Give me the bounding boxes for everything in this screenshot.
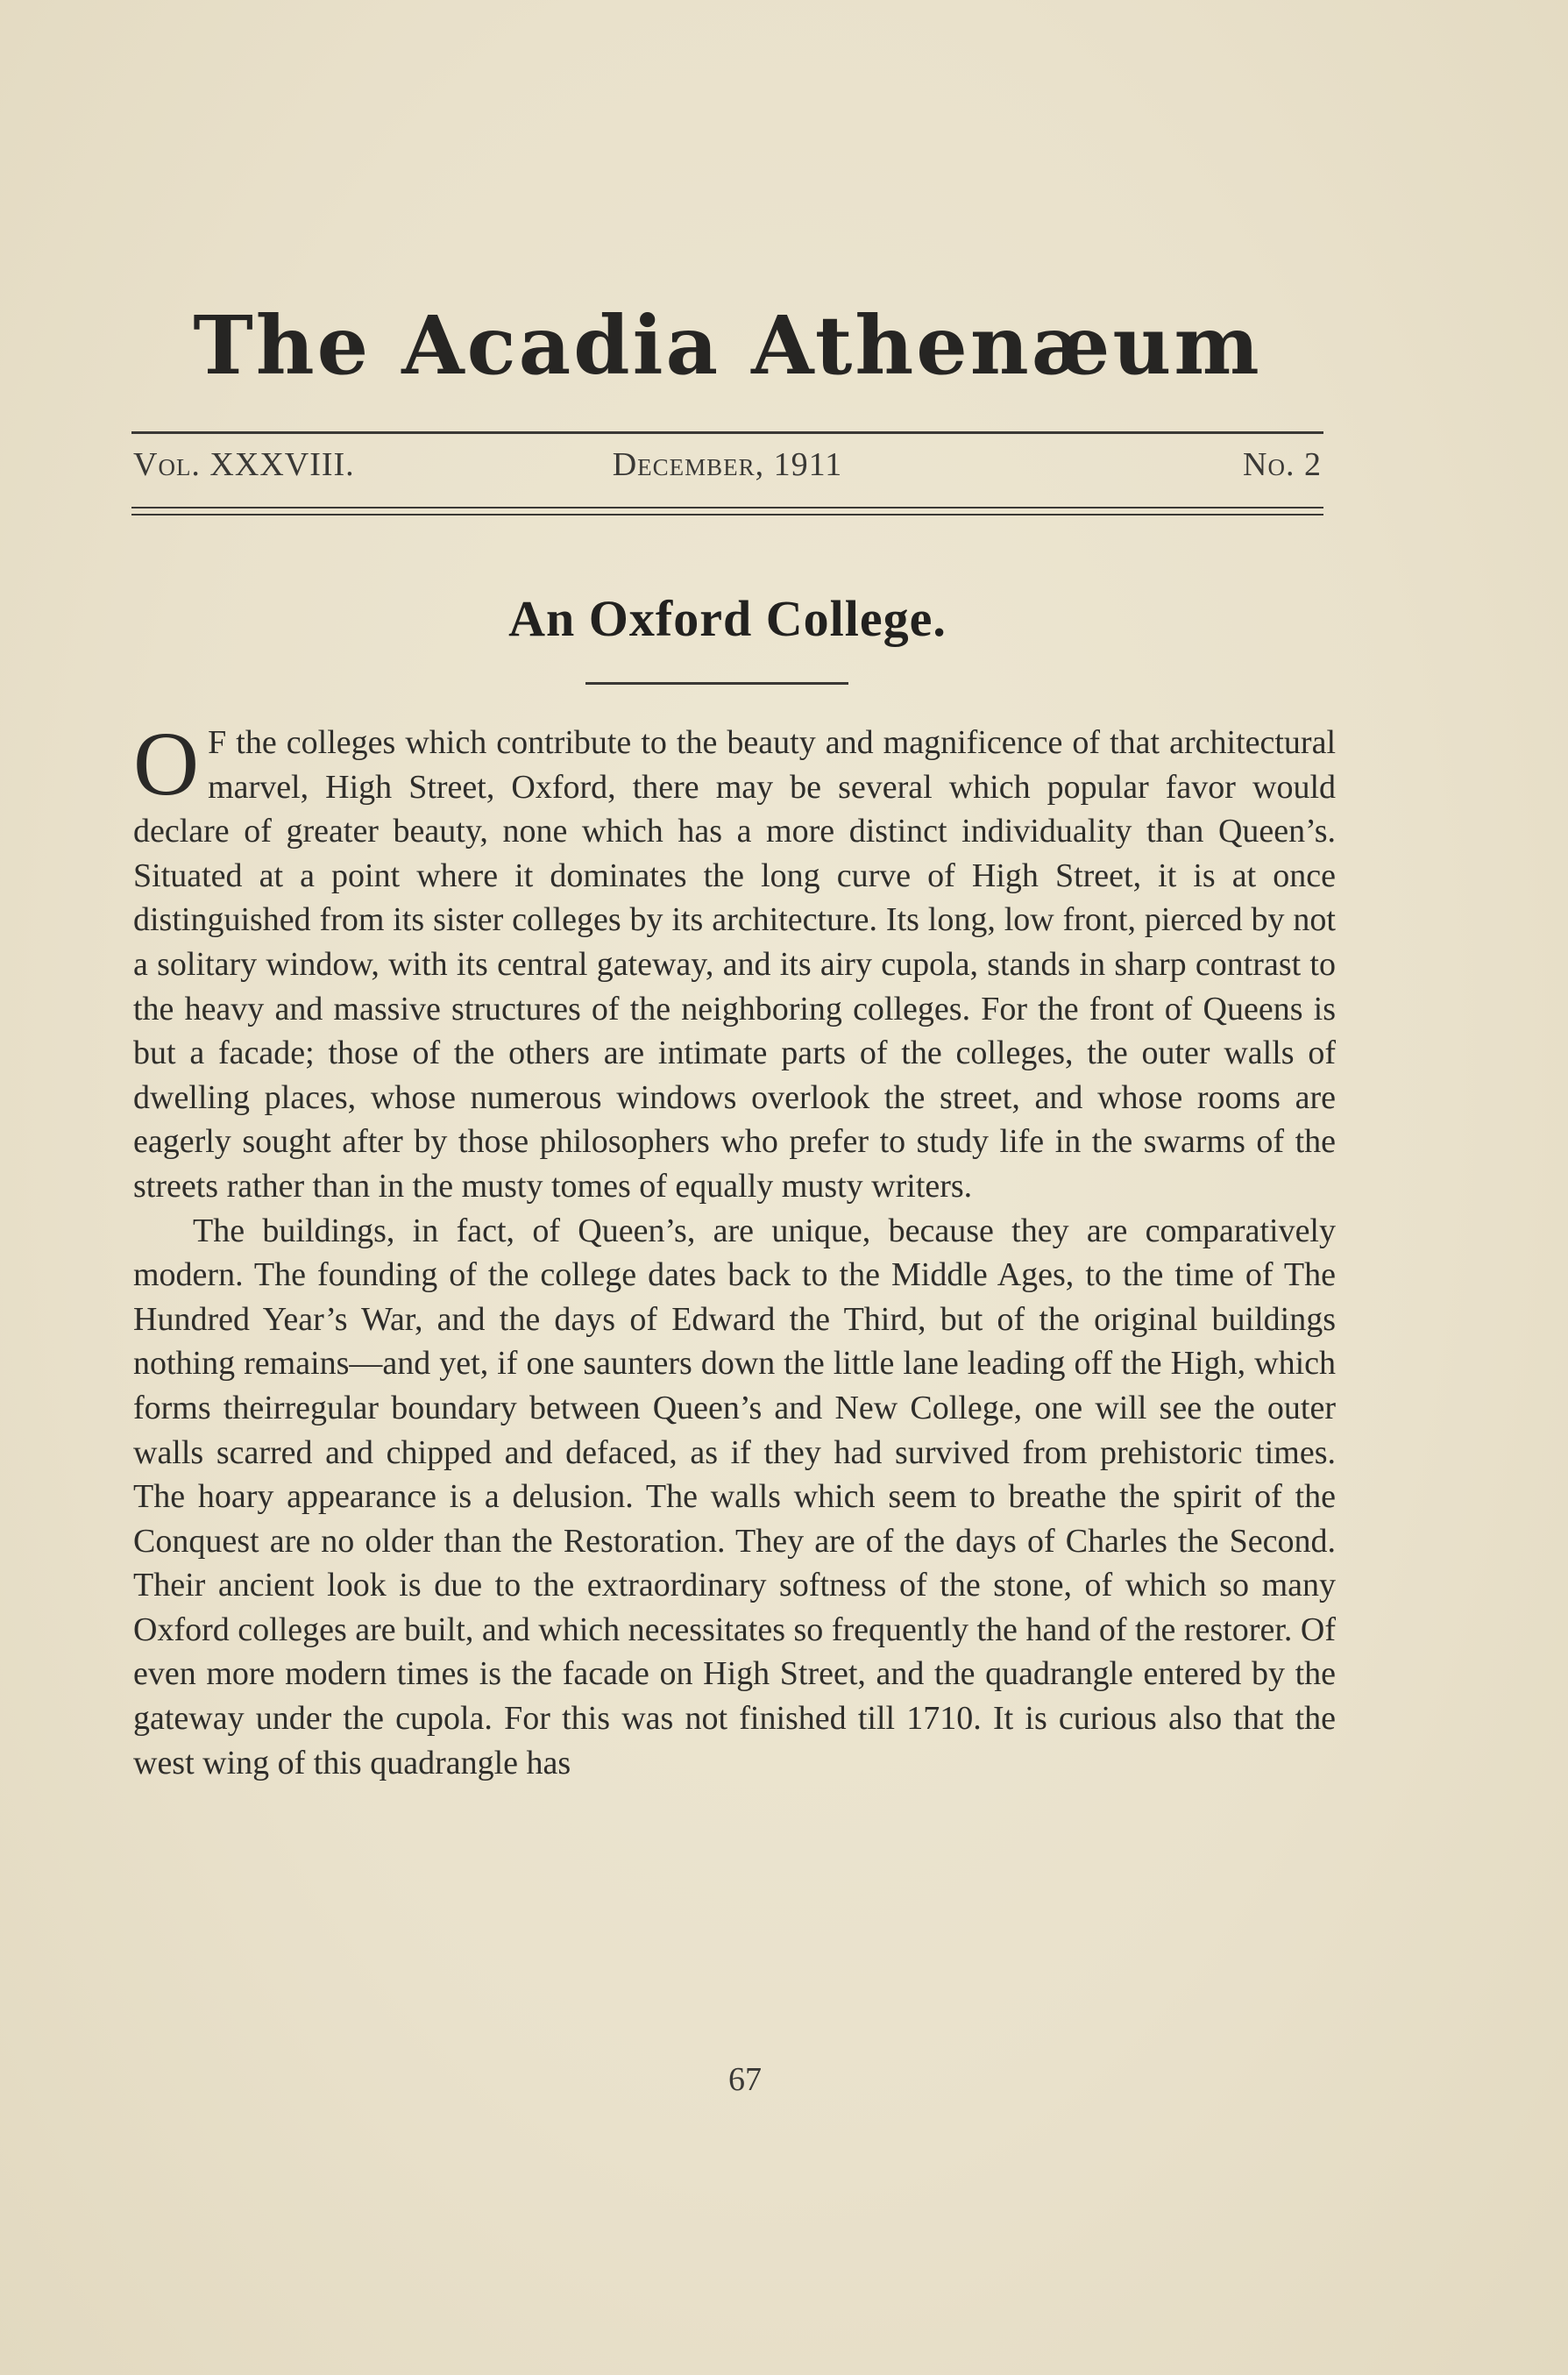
article-body: [133, 714, 1336, 1785]
paragraph-1: [133, 714, 1336, 1209]
issue-date: December, 1911: [612, 446, 843, 483]
drop-cap: O: [133, 714, 200, 814]
article-title: An Oxford College.: [508, 590, 947, 647]
masthead-rule: [131, 431, 1323, 434]
issue-volume: Vol. XXXVIII.: [133, 446, 355, 483]
title-underline-rule: [585, 682, 848, 685]
issue-number: No. 2: [1243, 446, 1322, 483]
lead-word-rest: F: [208, 724, 227, 761]
issue-double-rule: [131, 507, 1323, 516]
paragraph-2: The buildings, in fact, of Queen’s, are unique, because they are comparatively modern. The founding of the college dates back to the Middle Ages, to the time of The Hundred Year’s War, and the days of Edward the Third, but of the original buildings nothing remains—and yet, if one saunters down the little lane leading off the High, which forms theirregular boundary between Queen’s and New College, one will see the outer walls scarred and chipped and defaced, as if they had survived from prehistoric times. The hoary appearance is a delusion. The walls which seem to breathe the spirit of the Conquest are no older than the Restoration. They are of the days of Charles the Second. Their ancient look is due to the extraordinary softness of the stone, of which so many Oxford colleges are built, and which necessitates so frequently the hand of the restorer. Of even more modern times is the facade on High Street, and the quadrangle entered by the gateway under the cupola. For this was not finished till 1710. It is curious also that the west wing of this quadrangle has: [133, 1212, 1336, 1781]
masthead-title: The Acadia Athenæum: [193, 298, 1262, 393]
issue-line: [131, 445, 1323, 494]
paragraph-1-text: the colleges which contribute to the beauty and magnificence of that architectural marvel, High Street, Oxford, there may be several which popular favor would declare of greater beauty, none which has a more distinct individuality than Queen’s. Situated at a point where it dominates the long curve of High Street, it is at once distinguished from its sister colleges by its architecture. Its long, low front, pierced by not a solitary window, with its central gateway, and its airy cupola, stands in sharp contrast to the heavy and massive structures of the neighboring colleges. For the front of Queens is but a facade; those of the others are intimate parts of the colleges, the outer walls of dwelling places, whose numerous windows overlook the street, and whose rooms are eagerly sought after by those philosophers who prefer to study life in the swarms of the streets rather than in the musty tomes of equally musty writers.: [133, 724, 1336, 1205]
page-number: 67: [728, 2061, 762, 2098]
